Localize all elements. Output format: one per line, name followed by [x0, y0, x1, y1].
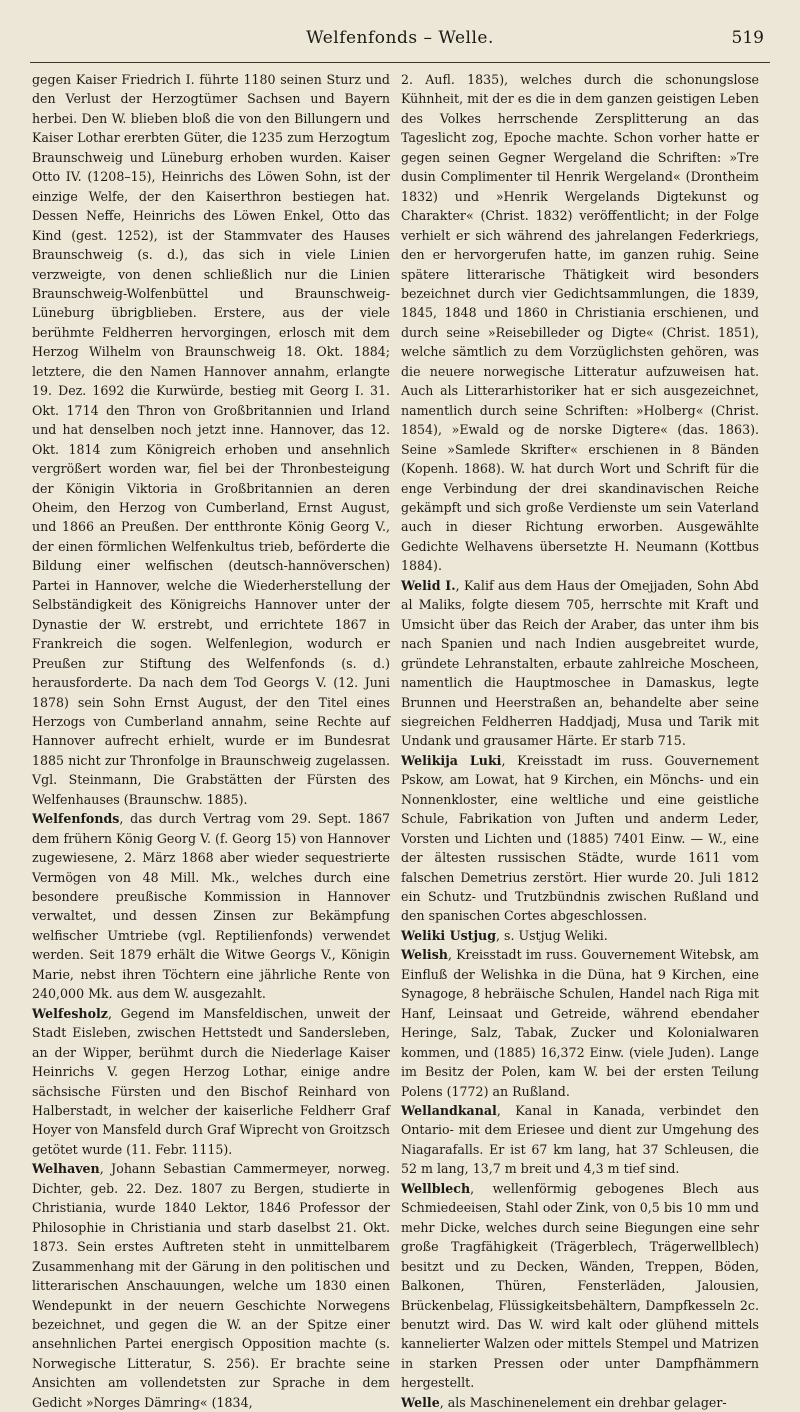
- left-column: [32, 70, 390, 1410]
- entry-lemma: Welish: [401, 947, 448, 963]
- entry-welid: [401, 576, 759, 751]
- entry-continuation: 2. Aufl. 1835), welches durch die schonungslose Kühnheit, mit der es die in dem ganzen geistigen Leben des Volkes herrschende Zersplitterung an das Tageslicht zog, Epoche machte. Schon vorher hatte er gegen seinen Gegner Wergeland die Schriften: »Tre dusin Complimenter til Henrik Wergeland« (Drontheim 1832) und »Henrik Wergelands Digtekunst og Charakter« (Christ. 1832) veröffentlicht; in der Folge verhielt er sich während des jahrelangen Federkriegs, den er hervorgerufen hatte, im ganzen ruhig. Seine spätere litterarische Thätigkeit wird besonders bezeichnet durch vier Gedichtsammlungen, die 1839, 1845, 1848 und 1860 in Christiania erschienen, und durch seine »Reisebilleder og Digte« (Christ. 1851), welche sämtlich zu dem Vorzüglichsten gehören, was die neuere norwegische Litteratur aufzuweisen hat. Auch als Litterarhistoriker hat er sich ausgezeichnet, namentlich durch seine Schriften: »Holberg« (Christ. 1854), »Ewald og de norske Digtere« (das. 1863). Seine »Samlede Skrifter« erschienen in 8 Bänden (Kopenh. 1868). W. hat durch Wort und Schrift für die enge Verbindung der drei skandinavischen Reiche gekämpft und sich große Verdienste um sein Vaterland auch in dieser Richtung erworben. Ausgewählte Gedichte Welhavens übersetzte H. Neumann (Kottbus 1884).: [401, 72, 759, 574]
- entry-lemma: Weliki Ustjug: [401, 927, 496, 943]
- entry-welfenfonds: [32, 809, 390, 1004]
- entry-text: , als Maschinenelement ein drehbar gelager-: [439, 1394, 727, 1410]
- page-number: 519: [731, 28, 764, 48]
- entry-lemma: Welikija Luki: [401, 752, 502, 768]
- entry-welle: [401, 1393, 759, 1412]
- entry-lemma: Welhaven: [32, 1161, 100, 1177]
- entry-lemma: Wellandkanal: [401, 1103, 497, 1119]
- entry-text: , Kreisstadt im russ. Gouvernement Pskow, am Lowat, hat 9 Kirchen, ein Mönchs- und ein Nonnenkloster, eine weltliche und eine geistliche Schule, Fabrikation von Juften und anderm Leder, Vorsten und Lichten und (1885) 7401 Einw. — W., eine der ältesten russischen Städte, wurde 1611 vom falschen Demetrius zerstört. Hier wurde 20. Juli 1812 ein Schutz- und Trutzbündnis zwischen Rußland und den spanischen Cortes abgeschlossen.: [401, 752, 759, 924]
- entry-text: , Kalif aus dem Haus der Omejjaden, Sohn Abd al Maliks, folgte diesem 705, herrschte mit Kraft und Umsicht über das Reich der Araber, das unter ihm bis nach Spanien und nach Indien ausgebreitet wurde, gründete Lehranstalten, erbaute zahlreiche Moscheen, namentlich die Hauptmoschee in Damaskus, legte Brunnen und Heerstraßen an, behandelte aber seine siegreichen Feldherren Haddjadj, Musa und Tarik mit Undank und grausamer Härte. Er starb 715.: [401, 577, 759, 749]
- entry-lemma: Welle: [401, 1394, 440, 1410]
- entry-text: , Johann Sebastian Cammermeyer, norweg. Dichter, geb. 22. Dez. 1807 zu Bergen, studierte in Christiania, wurde 1840 Lektor, 1846 Professor der Philosophie in Christiania und starb daselbst 21. Okt. 1873. Sein erstes Auftreten steht in unmittelbarem Zusammenhang mit der Gärung in den politischen und litterarischen Anschauungen, welche um 1830 einen Wendepunkt in der neuern Geschichte Norwegens bezeichnet, und gegen die W. an der Spitze einer ansehnlichen Partei energisch Opposition machte (s. Norwegische Litteratur, S. 256). Er brachte seine Ansichten am vollendetsten zur Sprache in dem Gedicht »Norges Dämring« (1834,: [32, 1161, 390, 1410]
- entry-text: , Gegend im Mansfeldischen, unweit der Stadt Eisleben, zwischen Hettstedt und Sandersleben, an der Wipper, berühmt durch die Niederlage Kaiser Heinrichs V. gegen Herzog Lothar, einige andre sächsische Fürsten und den Bischof Reinhard von Halberstadt, in welcher der kaiserliche Feldherr Graf Hoyer von Mansfeld durch Graf Wiprecht von Groitzsch getötet wurde (11. Febr. 1115).: [32, 1005, 390, 1157]
- entry-text: , Kanal in Kanada, verbindet den Ontario- mit dem Eriesee und dient zur Umgehung des Niagarafalls. Er ist 67 km lang, hat 37 Schleusen, die 52 m lang, 13,7 m breit und 4,3 m tief sind.: [401, 1103, 759, 1177]
- entry-weliki-ustjug: [401, 926, 759, 945]
- entry-welish: [401, 945, 759, 1101]
- entry-lemma: Welid I.: [401, 577, 456, 593]
- entry-welhaven: [32, 1159, 390, 1412]
- entry-text: , wellenförmig gebogenes Blech aus Schmiedeeisen, Stahl oder Zink, von 0,5 bis 10 mm und mehr Dicke, welches durch seine Biegungen eine sehr große Tragfähigkeit (Trägerblech, Trägerwellblech) besitzt und zu Decken, Wänden, Treppen, Böden, Balkonen, Thüren, Fensterläden, Jalousien, Brückenbelag, Flüssigkeitsbehältern, Dampfkesseln 2c. benutzt wird. Das W. wird kalt oder glühend mittels kannelierter Walzen oder mittels Stempel und Matrizen in starken Pressen oder unter Dampfhämmern hergestellt.: [401, 1180, 759, 1391]
- entry-wellandkanal: [401, 1101, 759, 1179]
- running-title: Welfenfonds – Welle.: [306, 28, 494, 48]
- entry-text: , das durch Vertrag vom 29. Sept. 1867 dem frühern König Georg V. (f. Georg 15) von Hannover zugewiesene, 2. März 1868 aber wieder sequestrierte Vermögen von 48 Mill. Mk., welches durch eine besondere preußische Kommission in Hannover verwaltet, und dessen Zinsen zur Bekämpfung welfischer Umtriebe (vgl. Reptilienfonds) verwendet werden. Seit 1879 erhält die Witwe Georgs V., Königin Marie, nebst ihren Töchtern eine jährliche Rente von 240,000 Mk. aus dem W. ausgezahlt.: [32, 811, 390, 1002]
- entry-wellblech: [401, 1179, 759, 1393]
- entry-text: , s. Ustjug Weliki.: [496, 927, 608, 943]
- running-header: [30, 28, 770, 62]
- entry-welfesholz: [32, 1004, 390, 1160]
- right-column: [401, 70, 759, 1410]
- entry-continuation: gegen Kaiser Friedrich I. führte 1180 seinen Sturz und den Verlust der Herzogtümer Sachsen und Bayern herbei. Den W. blieben bloß die von den Billungern und Kaiser Lothar ererbten Güter, die 1235 zum Herzogtum Braunschweig und Lüneburg erhoben wurden. Kaiser Otto IV. (1208–15), Heinrichs des Löwen Sohn, ist der einzige Welfe, der den Kaiserthron bestiegen hat. Dessen Neffe, Heinrichs des Löwen Enkel, Otto das Kind (gest. 1252), ist der Stammvater des Hauses Braunschweig (s. d.), das sich in viele Linien verzweigte, von denen schließlich nur die Linien Braunschweig-Wolfenbüttel und Braunschweig-Lüneburg übrigblieben. Erstere, aus der viele berühmte Feldherren hervorgingen, erlosch mit dem Herzog Wilhelm von Braunschweig 18. Okt. 1884; letztere, die den Namen Hannover annahm, erlangte 19. Dez. 1692 die Kurwürde, bestieg mit Georg I. 31. Okt. 1714 den Thron von Großbritannien und Irland und hat denselben noch jetzt inne. Hannover, das 12. Okt. 1814 zum Königreich erhoben und ansehnlich vergrößert worden war, fiel bei der Thronbesteigung der Königin Viktoria in Großbritannien an deren Oheim, den Herzog von Cumberland, Ernst August, und 1866 an Preußen. Der entthronte König Georg V., der einen förmlichen Welfenkultus trieb, beförderte die Bildung einer welfischen (deutsch-hannöverschen) Partei in Hannover, welche die Wiederherstellung der Selbständigkeit des Königreichs Hannover unter der Dynastie der W. erstrebt, und errichtete 1867 in Frankreich die sogen. Welfenlegion, wodurch er Preußen zur Stiftung des Welfenfonds (s. d.) herausforderte. Da nach dem Tod Georgs V. (12. Juni 1878) sein Sohn Ernst August, der den Titel eines Herzogs von Cumberland annahm, seine Rechte auf Hannover aufrecht erhielt, wurde er im Bundesrat 1885 nicht zur Thronfolge in Braunschweig zugelassen. Vgl. Steinmann, Die Grabstätten der Fürsten des Welfenhauses (Braunschw. 1885).: [32, 72, 390, 807]
- entry-text: , Kreisstadt im russ. Gouvernement Witebsk, am Einfluß der Welishka in die Düna, hat 9 Kirchen, eine Synagoge, 8 hebräische Schulen, Handel nach Riga mit Hanf, Leinsaat und Getreide, während ebendaher Heringe, Salz, Tabak, Zucker und Kolonialwaren kommen, und (1885) 16,372 Einw. (viele Juden). Lange im Besitz der Polen, kam W. bei der ersten Teilung Polens (1772) an Rußland.: [401, 947, 759, 1099]
- entry-lemma: Wellblech: [401, 1180, 471, 1196]
- header-rule: [30, 62, 770, 63]
- entry-lemma: Welfesholz: [32, 1005, 108, 1021]
- entry-lemma: Welfenfonds: [32, 811, 120, 827]
- entry-welikija-luki: [401, 751, 759, 926]
